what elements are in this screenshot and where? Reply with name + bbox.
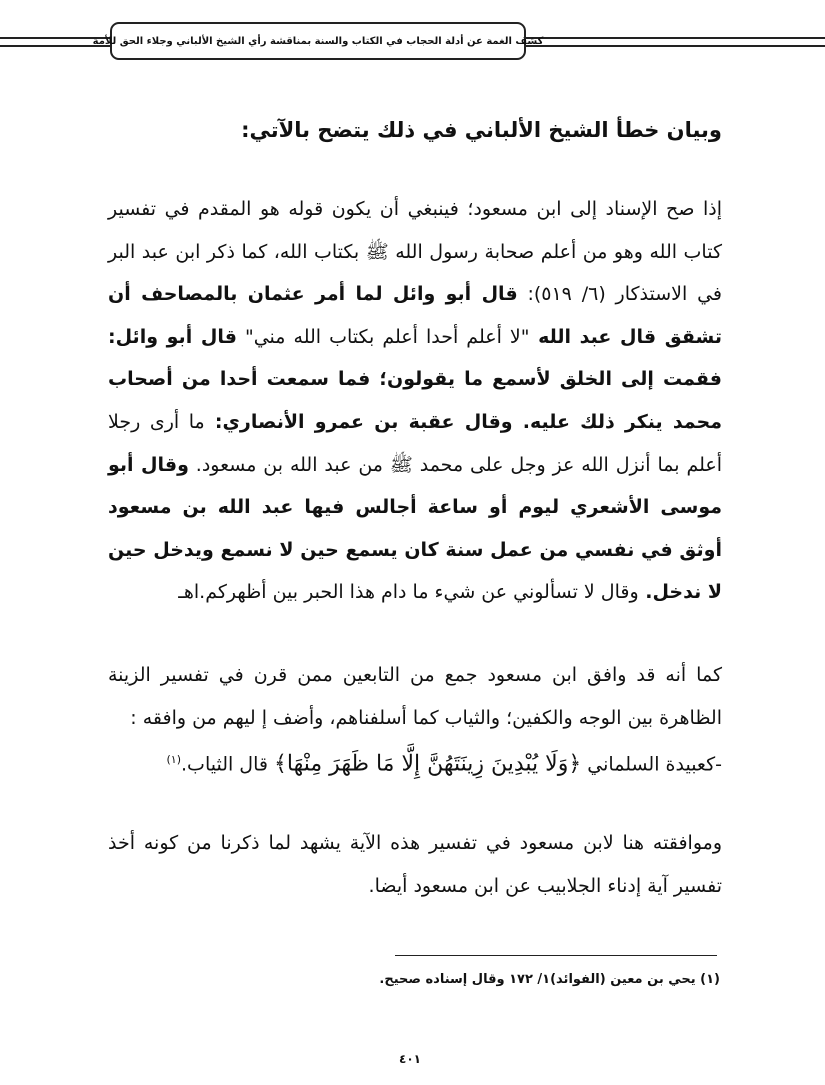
p1-seg-5: ما أرى رجلا أعلم بما أنزل الله عز وجل على محمد ﷺ من عبد الله بن مسعود. [108, 410, 722, 476]
footnote-ref: (١) [166, 753, 182, 767]
header-rule-right [522, 37, 825, 47]
footnote-separator [395, 955, 717, 956]
paragraph-1 [108, 188, 722, 614]
p2-suffix: قال الثياب. [181, 753, 275, 776]
paragraph-2 [108, 654, 722, 786]
p1-seg-1: إذا صح الإسناد إلى ابن مسعود؛ فينبغي أن يكون قوله هو المقدم في تفسير كتاب الله وهو من أعلم صحابة رسول الله ﷺ بكتاب الله، كما ذكر ابن عبد البر في الاستذكار (٦/ ٥١٩): [108, 198, 722, 306]
p1-seg-2: قال أبو وائل لما أمر عثمان بالمصاحف أن تشقق قال عبد الله [108, 283, 722, 348]
quran-verse: ﴿وَلَا يُبْدِينَ زِينَتَهُنَّ إِلَّا مَا ظَهَرَ مِنْهَا﴾ [274, 751, 582, 777]
p2-prefix: -كعبيدة السلماني [581, 753, 722, 776]
page-number: ٤٠١ [399, 1052, 421, 1066]
footnote: (١) يحي بن معين (الفوائد)١/ ١٧٢ وقال إسناده صحيح. [379, 972, 720, 987]
running-header [92, 22, 544, 60]
p1-seg-6: وقال أبو موسى الأشعري ليوم أو ساعة أجالس فيها عبد الله بن مسعود أوثق في نفسي من عمل سنة كان يسمع حين لا نسمع ويدخل حين لا ندخل. [108, 453, 722, 604]
p1-seg-7: وقال لا تسألوني عن شيء ما دام هذا الحبر بين أظهركم.اهـ [178, 581, 639, 604]
section-heading: وبيان خطأ الشيخ الألباني في ذلك يتضح بالآتي: [241, 118, 722, 142]
p1-seg-3: "لا أعلم أحدا أعلم بكتاب الله مني" [236, 325, 530, 348]
p1-seg-4: قال أبو وائل: فقمت إلى الخلق لأسمع ما يقولون؛ فما سمعت أحدا من أصحاب محمد ينكر ذلك عليه. وقال عقبة بن عمرو الأنصاري: [108, 325, 722, 433]
p2-text: كما أنه قد وافق ابن مسعود جمع من التابعين ممن قرن في تفسير الزينة الظاهرة بين الوجه والكفين؛ والثياب كما أسلفناهم، وأضف إ ليهم من وافقه : [108, 664, 722, 729]
paragraph-3: وموافقته هنا لابن مسعود في تفسير هذه الآية يشهد لما ذكرنا من كونه أخذ تفسير آية إدناء الجلابيب عن ابن مسعود أيضا. [108, 832, 722, 897]
running-title: كشف الغمة عن أدلة الحجاب في الكتاب والسنة بمناقشة رأي الشيخ الألباني وجلاء الحق للأمة [92, 35, 544, 47]
